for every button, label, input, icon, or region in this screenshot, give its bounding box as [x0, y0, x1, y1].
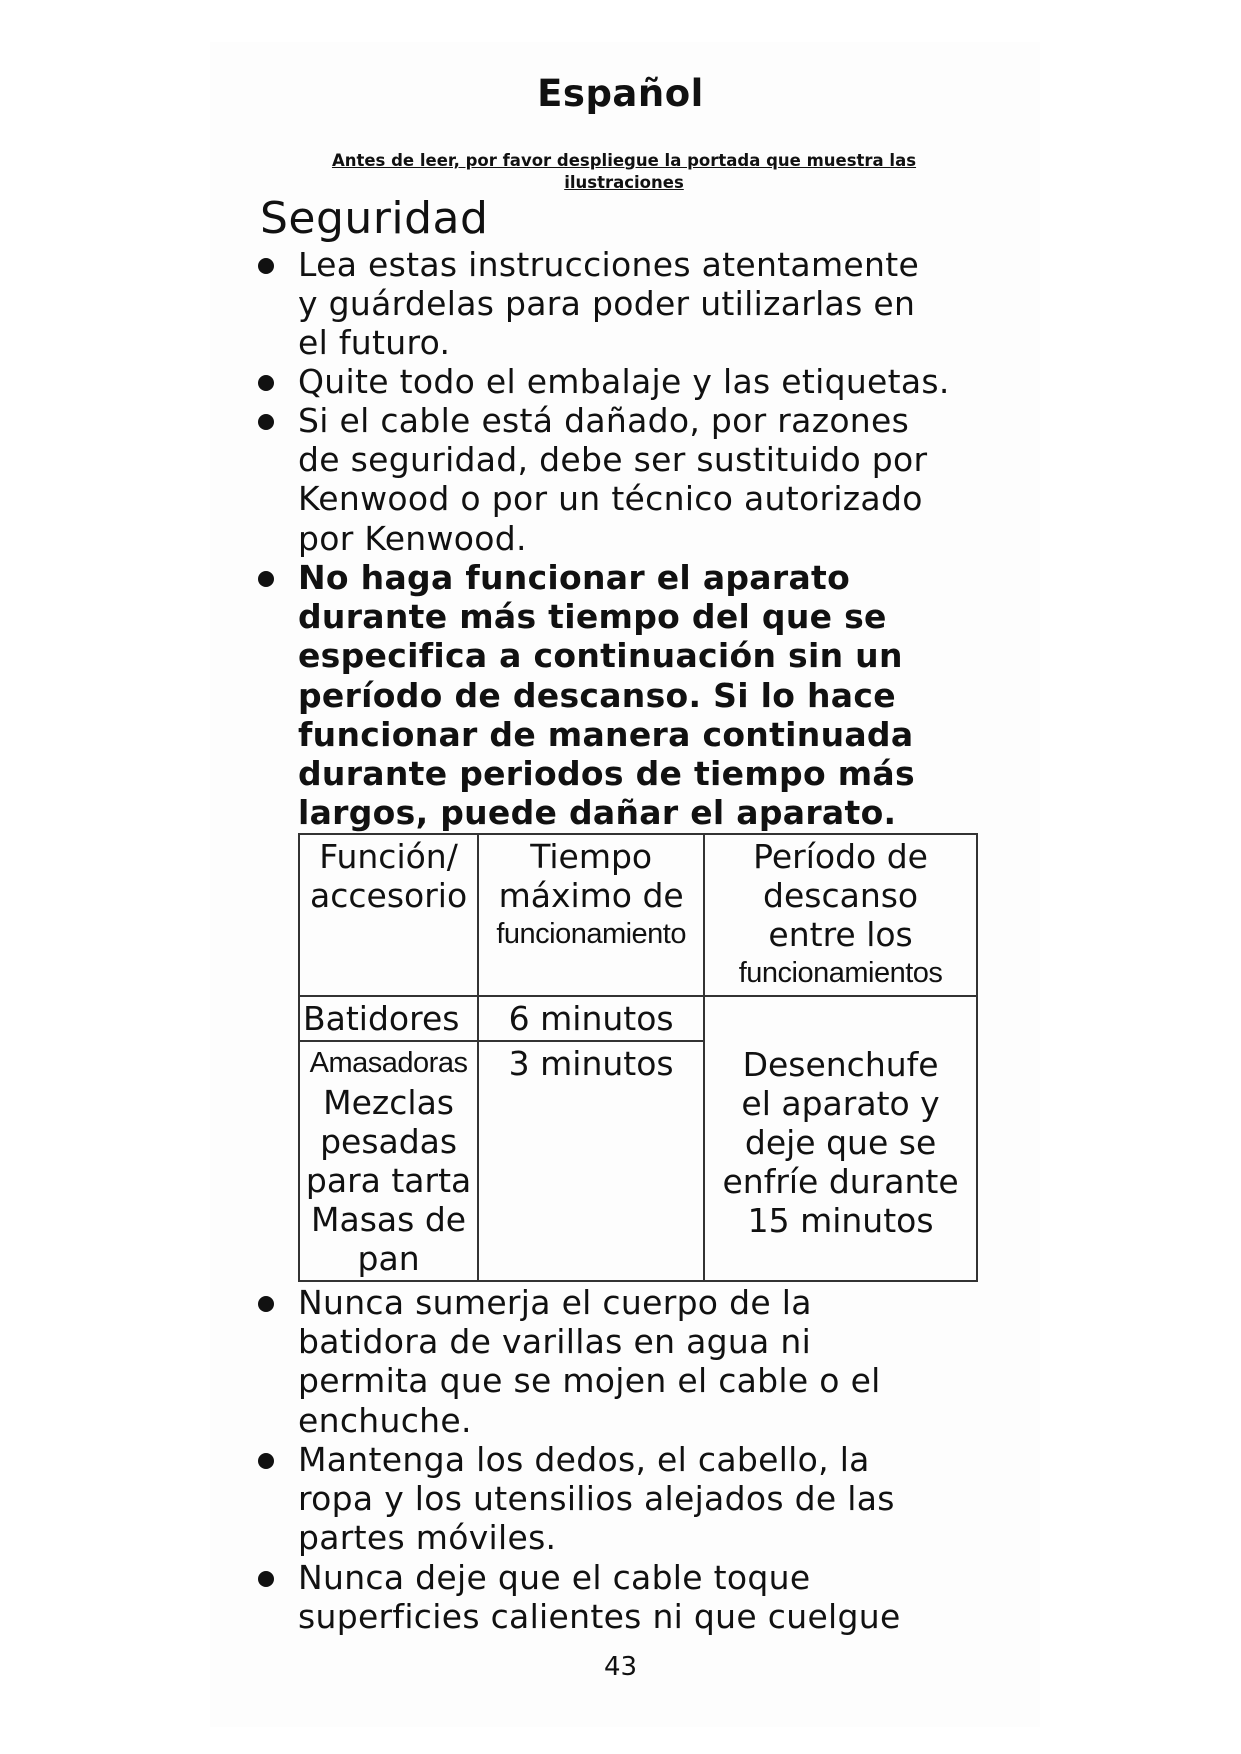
accessory-cell: Batidores: [299, 996, 478, 1041]
header-max-time: Tiempo máximo de funcionamiento: [478, 834, 704, 996]
section-title: Seguridad: [260, 193, 489, 244]
bullet-item: Nunca deje que el cable toque superficies calientes ni que cuelgue: [298, 1558, 901, 1637]
table-row: [299, 996, 977, 1041]
time-cell: 3 minutos: [478, 1041, 704, 1281]
header-function: Función/ accesorio: [299, 834, 478, 996]
page-number: 43: [603, 1652, 638, 1682]
bullet-item: Nunca sumerja el cuerpo de la batidora de varillas en agua ni permita que se mojen el cable o el enchuche.: [298, 1283, 881, 1440]
header-rest-period: Período de descanso entre los funcionamientos: [704, 834, 977, 996]
bullet-item: Si el cable está dañado, por razones de seguridad, debe ser sustituido por Kenwood o por un técnico autorizado por Kenwood.: [298, 401, 928, 558]
bullet-dot: [258, 414, 274, 430]
time-cell: 6 minutos: [478, 996, 704, 1041]
language-title: Español: [537, 72, 704, 115]
bullet-dot: [258, 258, 274, 274]
operating-time-table: [298, 833, 978, 1282]
bullet-item: Mantenga los dedos, el cabello, la ropa y los utensilios alejados de las partes móviles.: [298, 1440, 895, 1558]
bullet-dot: [258, 1296, 274, 1312]
warning-bullet: No haga funcionar el aparato durante más tiempo del que se especifica a continuación sin un período de descanso. Si lo hace funcionar de manera continuada durante periodos de tiempo más largos, puede dañar el aparato.: [298, 558, 915, 833]
bullet-item: Quite todo el embalaje y las etiquetas.: [298, 362, 950, 401]
bullet-dot: [258, 375, 274, 391]
bullet-item: Lea estas instrucciones atentamente y guárdelas para poder utilizarlas en el futuro.: [298, 245, 920, 363]
fold-out-notice: Antes de leer, por favor despliegue la portada que muestra las ilustraciones: [331, 151, 917, 192]
accessory-cell: Amasadoras Mezclas pesadas para tarta Masas de pan: [299, 1041, 478, 1281]
table-header-row: [299, 834, 977, 996]
bullet-dot: [258, 1453, 274, 1469]
bullet-dot: [258, 1571, 274, 1587]
rest-period-cell: Desenchufe el aparato y deje que se enfríe durante 15 minutos: [704, 996, 977, 1281]
bullet-dot: [258, 571, 274, 587]
